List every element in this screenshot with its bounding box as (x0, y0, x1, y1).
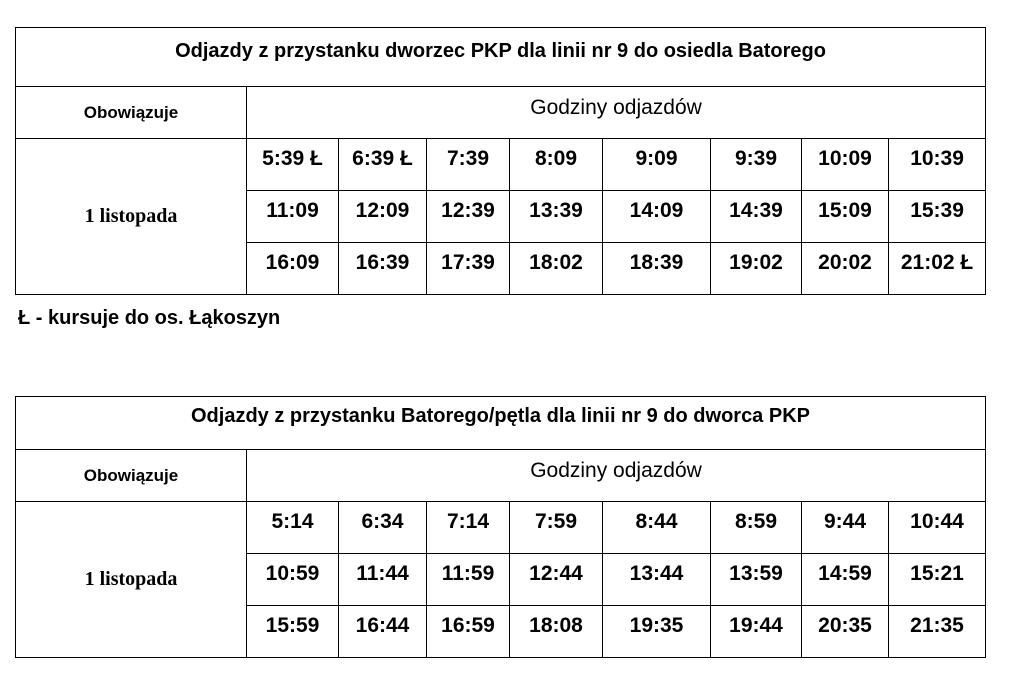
departure-time: 13:59 (711, 554, 802, 606)
departure-time: 19:02 (711, 243, 802, 295)
valid-label: Obowiązuje (16, 450, 247, 502)
hours-header: Godziny odjazdów (247, 87, 986, 139)
departure-time: 10:59 (247, 554, 339, 606)
departure-time: 7:14 (427, 502, 510, 554)
departure-time: 6:39 Ł (339, 139, 427, 191)
departure-time: 12:09 (339, 191, 427, 243)
valid-from-date: 1 listopada (16, 139, 247, 295)
departure-time: 20:02 (802, 243, 889, 295)
departure-time: 12:44 (510, 554, 603, 606)
departure-time: 8:09 (510, 139, 603, 191)
departure-time: 11:09 (247, 191, 339, 243)
departure-time: 18:39 (603, 243, 711, 295)
footnote: Ł - kursuje do os. Łąkoszyn (18, 307, 281, 329)
departure-time: 15:59 (247, 606, 339, 658)
departure-time: 5:39 Ł (247, 139, 339, 191)
departure-time: 15:39 (889, 191, 986, 243)
departure-time: 16:59 (427, 606, 510, 658)
departure-time: 13:39 (510, 191, 603, 243)
departure-time: 7:39 (427, 139, 510, 191)
departure-time: 9:44 (802, 502, 889, 554)
timetable-to-batorego (15, 27, 986, 295)
timetable-title: Odjazdy z przystanku Batorego/pętla dla linii nr 9 do dworca PKP (16, 397, 986, 450)
departure-time: 12:39 (427, 191, 510, 243)
table-row (16, 139, 986, 191)
table-row (16, 502, 986, 554)
departure-time: 13:44 (603, 554, 711, 606)
departure-time: 15:21 (889, 554, 986, 606)
departure-time: 8:59 (711, 502, 802, 554)
departure-time: 10:39 (889, 139, 986, 191)
departure-time: 18:08 (510, 606, 603, 658)
departure-time: 19:35 (603, 606, 711, 658)
departure-time: 14:59 (802, 554, 889, 606)
departure-time: 8:44 (603, 502, 711, 554)
departure-time: 11:59 (427, 554, 510, 606)
departure-time: 11:44 (339, 554, 427, 606)
departure-time: 21:35 (889, 606, 986, 658)
departure-time: 16:44 (339, 606, 427, 658)
departure-time: 21:02 Ł (889, 243, 986, 295)
departure-time: 10:44 (889, 502, 986, 554)
timetable-title: Odjazdy z przystanku dworzec PKP dla linii nr 9 do osiedla Batorego (16, 28, 986, 87)
departure-time: 16:09 (247, 243, 339, 295)
departure-time: 7:59 (510, 502, 603, 554)
departure-time: 5:14 (247, 502, 339, 554)
departure-time: 14:39 (711, 191, 802, 243)
departure-time: 18:02 (510, 243, 603, 295)
departure-time: 20:35 (802, 606, 889, 658)
departure-time: 9:39 (711, 139, 802, 191)
departure-time: 14:09 (603, 191, 711, 243)
valid-from-date: 1 listopada (16, 502, 247, 658)
hours-header: Godziny odjazdów (247, 450, 986, 502)
departure-time: 9:09 (603, 139, 711, 191)
departure-time: 15:09 (802, 191, 889, 243)
departure-time: 10:09 (802, 139, 889, 191)
departure-time: 17:39 (427, 243, 510, 295)
departure-time: 16:39 (339, 243, 427, 295)
departure-time: 6:34 (339, 502, 427, 554)
departure-time: 19:44 (711, 606, 802, 658)
valid-label: Obowiązuje (16, 87, 247, 139)
timetable-to-pkp (15, 396, 986, 658)
